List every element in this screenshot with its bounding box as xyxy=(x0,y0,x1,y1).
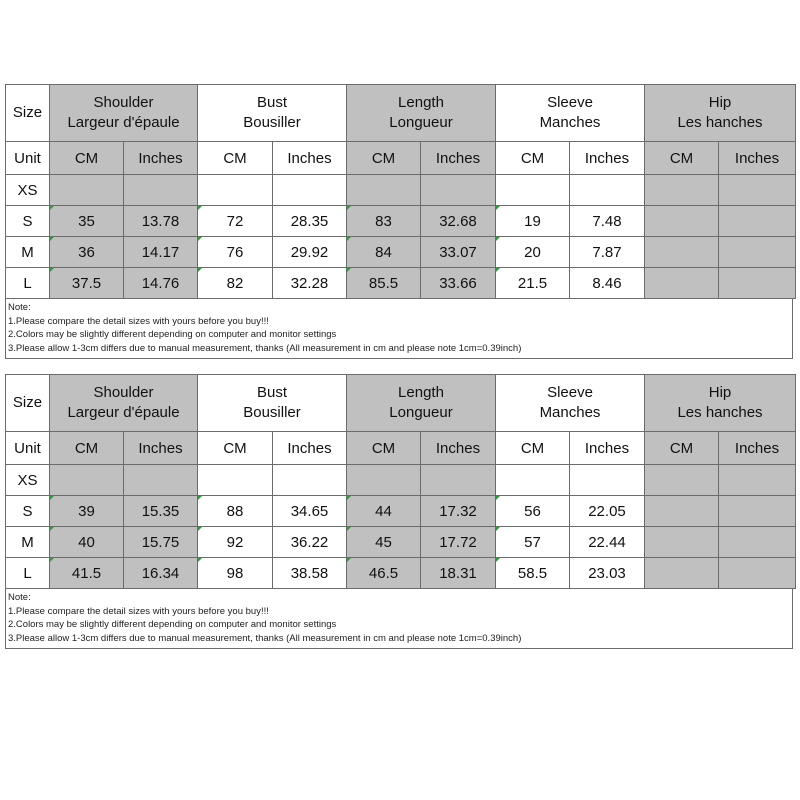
shoulder-header: Shoulder Largeur d'épaule xyxy=(50,375,198,432)
unit-cell: CM xyxy=(645,432,719,465)
sleeve-header: Sleeve Manches xyxy=(496,85,645,142)
table-cell xyxy=(496,175,570,206)
table-cell xyxy=(719,496,796,527)
table-cell xyxy=(645,558,719,589)
table-cell xyxy=(719,527,796,558)
unit-cell: CM xyxy=(198,142,273,175)
table-cell: 8.46 xyxy=(570,268,645,299)
table-cell xyxy=(645,465,719,496)
size-label: XS xyxy=(6,465,50,496)
unit-row xyxy=(6,142,796,175)
unit-cell: CM xyxy=(496,432,570,465)
table-cell: 21.5 xyxy=(496,268,570,299)
unit-cell: Inches xyxy=(124,432,198,465)
shoulder-header: Shoulder Largeur d'épaule xyxy=(50,85,198,142)
table-cell xyxy=(347,465,421,496)
table-cell: 36 xyxy=(50,237,124,268)
table-cell: 37.5 xyxy=(50,268,124,299)
note-line: 2.Colors may be slightly different depending on computer and monitor settings xyxy=(8,619,337,630)
table-row xyxy=(6,206,796,237)
table-cell xyxy=(421,175,496,206)
table-cell: 20 xyxy=(496,237,570,268)
table-row xyxy=(6,175,796,206)
table-row xyxy=(6,496,796,527)
table-row xyxy=(6,558,796,589)
unit-cell: Inches xyxy=(421,142,496,175)
unit-cell: CM xyxy=(198,432,273,465)
table-cell: 15.75 xyxy=(124,527,198,558)
hip-header: Hip Les hanches xyxy=(645,375,796,432)
note-heading: Note: xyxy=(8,302,31,313)
unit-cell: CM xyxy=(645,142,719,175)
table-cell: 88 xyxy=(198,496,273,527)
table-cell: 41.5 xyxy=(50,558,124,589)
table-cell: 76 xyxy=(198,237,273,268)
table-cell: 7.48 xyxy=(570,206,645,237)
bust-header: Bust Bousiller xyxy=(198,85,347,142)
size-label: S xyxy=(6,206,50,237)
note-line: 1.Please compare the detail sizes with yours before you buy!!! xyxy=(8,605,269,617)
table-cell xyxy=(719,558,796,589)
size-chart-1 xyxy=(5,84,795,359)
table-cell xyxy=(570,465,645,496)
table-cell: 83 xyxy=(347,206,421,237)
note-line: 2.Colors may be slightly different depending on computer and monitor settings xyxy=(8,329,337,340)
table-cell: 84 xyxy=(347,237,421,268)
table-cell xyxy=(198,465,273,496)
table-cell: 23.03 xyxy=(570,558,645,589)
table-cell: 34.65 xyxy=(273,496,347,527)
table-row xyxy=(6,237,796,268)
table-cell xyxy=(645,175,719,206)
size-label: L xyxy=(6,558,50,589)
table-cell: 33.66 xyxy=(421,268,496,299)
table-cell: 22.44 xyxy=(570,527,645,558)
table-cell: 18.31 xyxy=(421,558,496,589)
table-cell: 29.92 xyxy=(273,237,347,268)
table-cell xyxy=(719,268,796,299)
table-cell xyxy=(719,465,796,496)
table-cell: 45 xyxy=(347,527,421,558)
table-cell: 28.35 xyxy=(273,206,347,237)
table-cell: 16.34 xyxy=(124,558,198,589)
table-cell xyxy=(719,206,796,237)
table-cell: 82 xyxy=(198,268,273,299)
table-cell xyxy=(421,465,496,496)
table-cell xyxy=(719,175,796,206)
table-cell: 13.78 xyxy=(124,206,198,237)
unit-label: Unit xyxy=(6,142,50,175)
table-cell: 72 xyxy=(198,206,273,237)
bust-header: Bust Bousiller xyxy=(198,375,347,432)
table-cell xyxy=(198,175,273,206)
table-cell xyxy=(273,175,347,206)
table-cell xyxy=(645,237,719,268)
unit-cell: CM xyxy=(347,142,421,175)
unit-cell: Inches xyxy=(273,432,347,465)
unit-cell: Inches xyxy=(570,142,645,175)
table-cell: 39 xyxy=(50,496,124,527)
table-cell: 15.35 xyxy=(124,496,198,527)
table-cell: 19 xyxy=(496,206,570,237)
note-line: 3.Please allow 1-3cm differs due to manual measurement, thanks (All measurement in cm and please note 1cm=0.39inch) xyxy=(8,342,522,354)
table-cell: 7.87 xyxy=(570,237,645,268)
table-cell: 17.72 xyxy=(421,527,496,558)
unit-cell: Inches xyxy=(421,432,496,465)
table-cell: 32.28 xyxy=(273,268,347,299)
table-cell xyxy=(50,465,124,496)
unit-cell: Inches xyxy=(719,142,796,175)
unit-cell: Inches xyxy=(273,142,347,175)
notes-box xyxy=(5,589,793,649)
size-chart-2 xyxy=(5,374,795,649)
size-header: Size xyxy=(6,375,50,432)
table-cell: 33.07 xyxy=(421,237,496,268)
note-line: 3.Please allow 1-3cm differs due to manual measurement, thanks (All measurement in cm and please note 1cm=0.39inch) xyxy=(8,632,522,644)
unit-label: Unit xyxy=(6,432,50,465)
hip-header: Hip Les hanches xyxy=(645,85,796,142)
sleeve-header: Sleeve Manches xyxy=(496,375,645,432)
table-cell xyxy=(645,268,719,299)
length-header: Length Longueur xyxy=(347,375,496,432)
table-row xyxy=(6,268,796,299)
unit-cell: CM xyxy=(347,432,421,465)
unit-row xyxy=(6,432,796,465)
table-cell: 92 xyxy=(198,527,273,558)
table-cell: 56 xyxy=(496,496,570,527)
table-cell: 46.5 xyxy=(347,558,421,589)
size-label: M xyxy=(6,237,50,268)
table-cell xyxy=(645,496,719,527)
table-cell: 36.22 xyxy=(273,527,347,558)
size-label: XS xyxy=(6,175,50,206)
table-cell: 57 xyxy=(496,527,570,558)
size-label: M xyxy=(6,527,50,558)
size-header: Size xyxy=(6,85,50,142)
table-cell xyxy=(496,465,570,496)
table-row xyxy=(6,527,796,558)
table-cell: 14.17 xyxy=(124,237,198,268)
table-cell: 44 xyxy=(347,496,421,527)
table-cell xyxy=(273,465,347,496)
size-label: S xyxy=(6,496,50,527)
table-row xyxy=(6,465,796,496)
header-row xyxy=(6,85,796,142)
unit-cell: Inches xyxy=(124,142,198,175)
table-cell: 17.32 xyxy=(421,496,496,527)
table-cell xyxy=(570,175,645,206)
table-cell: 14.76 xyxy=(124,268,198,299)
unit-cell: CM xyxy=(496,142,570,175)
table-cell xyxy=(645,527,719,558)
size-label: L xyxy=(6,268,50,299)
table-cell: 35 xyxy=(50,206,124,237)
note-line: 1.Please compare the detail sizes with yours before you buy!!! xyxy=(8,315,269,327)
length-header: Length Longueur xyxy=(347,85,496,142)
header-row xyxy=(6,375,796,432)
size-table xyxy=(5,84,796,299)
notes-box xyxy=(5,299,793,359)
table-cell: 38.58 xyxy=(273,558,347,589)
table-cell xyxy=(347,175,421,206)
table-cell xyxy=(50,175,124,206)
unit-cell: CM xyxy=(50,432,124,465)
table-cell xyxy=(124,175,198,206)
unit-cell: CM xyxy=(50,142,124,175)
table-cell: 22.05 xyxy=(570,496,645,527)
size-table xyxy=(5,374,796,589)
table-cell: 85.5 xyxy=(347,268,421,299)
table-cell xyxy=(719,237,796,268)
unit-cell: Inches xyxy=(570,432,645,465)
table-cell xyxy=(124,465,198,496)
table-cell: 98 xyxy=(198,558,273,589)
unit-cell: Inches xyxy=(719,432,796,465)
table-cell: 58.5 xyxy=(496,558,570,589)
table-cell: 32.68 xyxy=(421,206,496,237)
note-heading: Note: xyxy=(8,592,31,603)
table-cell: 40 xyxy=(50,527,124,558)
table-cell xyxy=(645,206,719,237)
